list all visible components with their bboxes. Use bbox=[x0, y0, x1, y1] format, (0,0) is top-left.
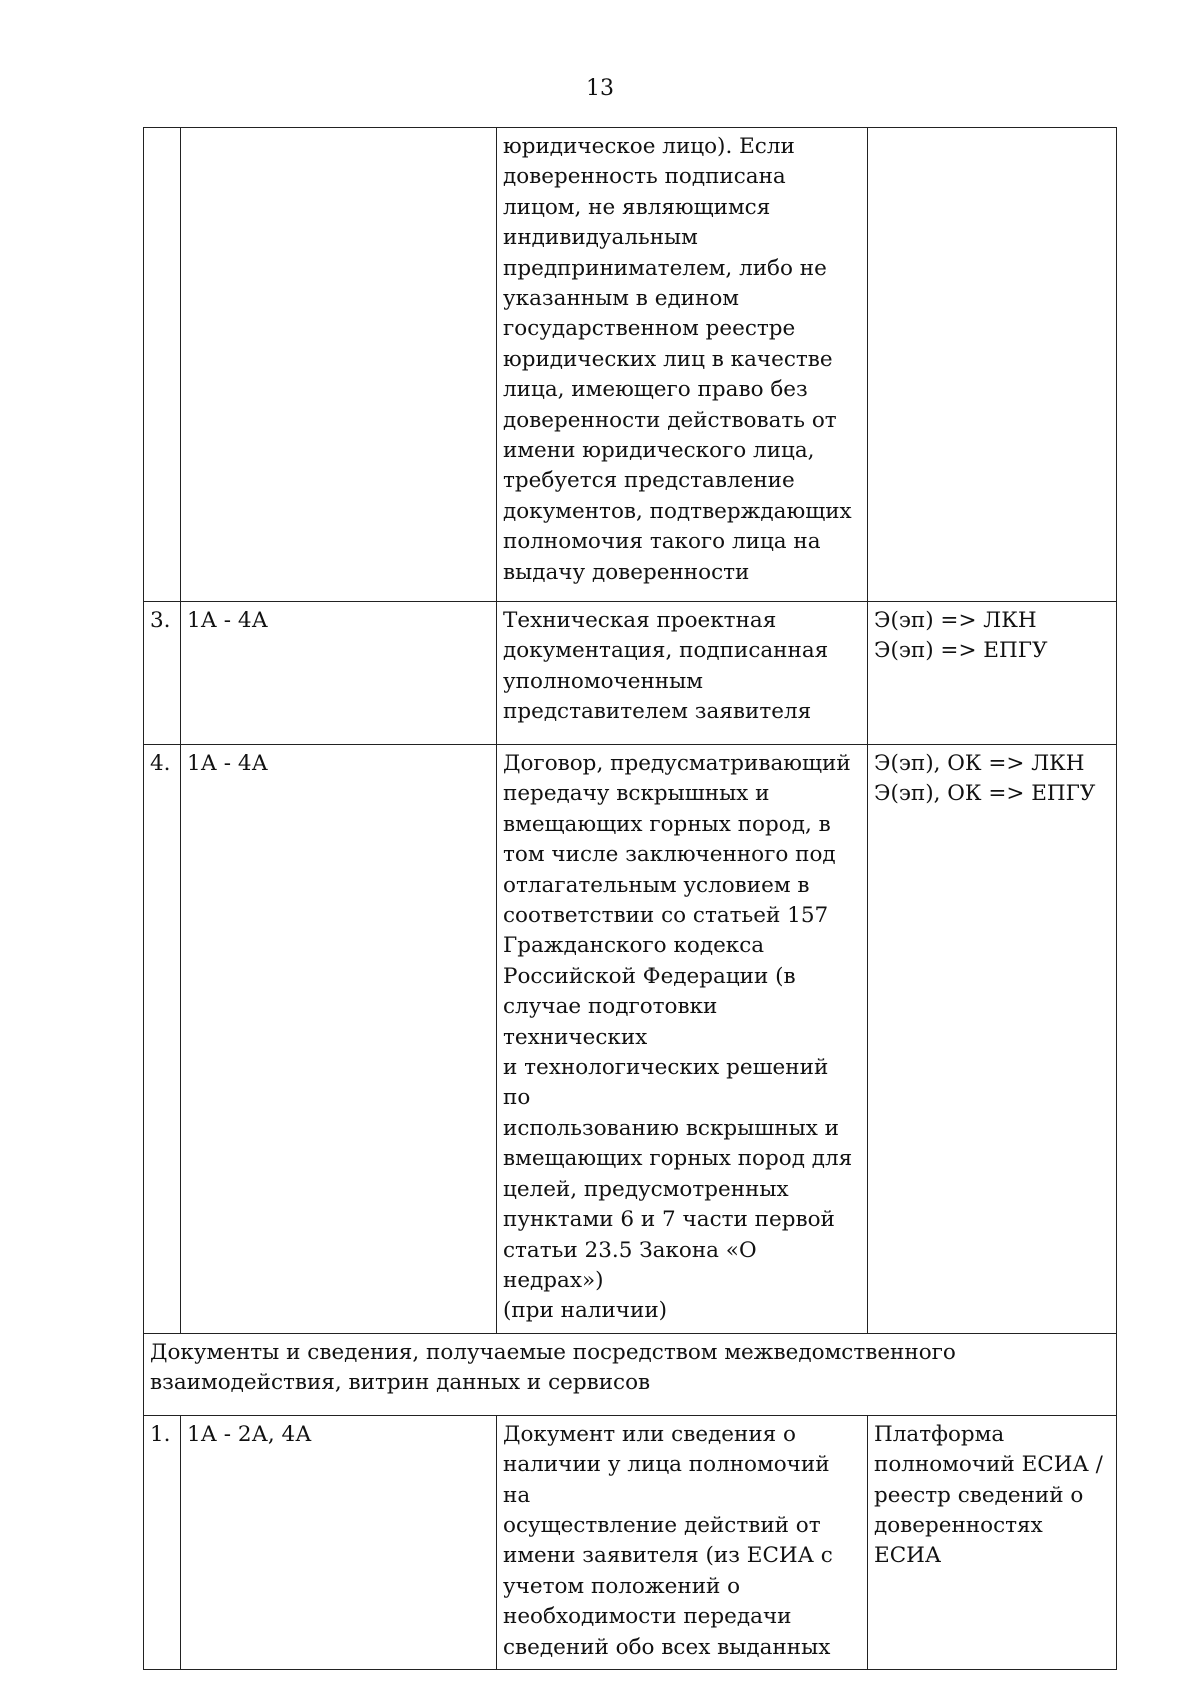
row-codes bbox=[181, 128, 497, 602]
row-codes: 1А - 4А bbox=[181, 602, 497, 745]
row-codes: 1А - 2А, 4А bbox=[181, 1415, 497, 1669]
row-method: Э(эп) => ЛКН Э(эп) => ЕПГУ bbox=[868, 602, 1117, 745]
row-description: Техническая проектная документация, подписанная уполномоченным представителем заявителя bbox=[497, 602, 868, 745]
row-description: Документ или сведения о наличии у лица полномочий на осуществление действий от имени заявителя (из ЕСИА с учетом положений о необходимости передачи сведений обо всех выданных bbox=[497, 1415, 868, 1669]
row-method bbox=[868, 128, 1117, 602]
row-codes: 1А - 4А bbox=[181, 745, 497, 1334]
row-description: Договор, предусматривающий передачу вскрышных и вмещающих горных пород, в том числе заключенного под отлагательным условием в соответствии со статьей 157 Гражданского кодекса Российской Федерации (в случае подготовки технических и технологических решений по использованию вскрышных и вмещающих горных пород для целей, предусмотренных пунктами 6 и 7 части первой статьи 23.5 Закона «О недрах») (при наличии) bbox=[497, 745, 868, 1334]
section-header-row bbox=[144, 1333, 1117, 1415]
row-number: 3. bbox=[144, 602, 181, 745]
row-number bbox=[144, 128, 181, 602]
row-number: 1. bbox=[144, 1415, 181, 1669]
row-method: Платформа полномочий ЕСИА / реестр сведений о доверенностях ЕСИА bbox=[868, 1415, 1117, 1669]
row-number: 4. bbox=[144, 745, 181, 1334]
documents-table bbox=[143, 127, 1117, 1670]
table-row bbox=[144, 1415, 1117, 1669]
page-number: 13 bbox=[586, 76, 614, 101]
table-row bbox=[144, 602, 1117, 745]
row-method: Э(эп), ОК => ЛКН Э(эп), ОК => ЕПГУ bbox=[868, 745, 1117, 1334]
table-row bbox=[144, 745, 1117, 1334]
row-description: юридическое лицо). Если доверенность подписана лицом, не являющимся индивидуальным предпринимателем, либо не указанным в едином государственном реестре юридических лиц в качестве лица, имеющего право без доверенности действовать от имени юридического лица, требуется представление документов, подтверждающих полномочия такого лица на выдачу доверенности bbox=[497, 128, 868, 602]
section-header: Документы и сведения, получаемые посредством межведомственного взаимодействия, витрин данных и сервисов bbox=[144, 1333, 1117, 1415]
table-row bbox=[144, 128, 1117, 602]
